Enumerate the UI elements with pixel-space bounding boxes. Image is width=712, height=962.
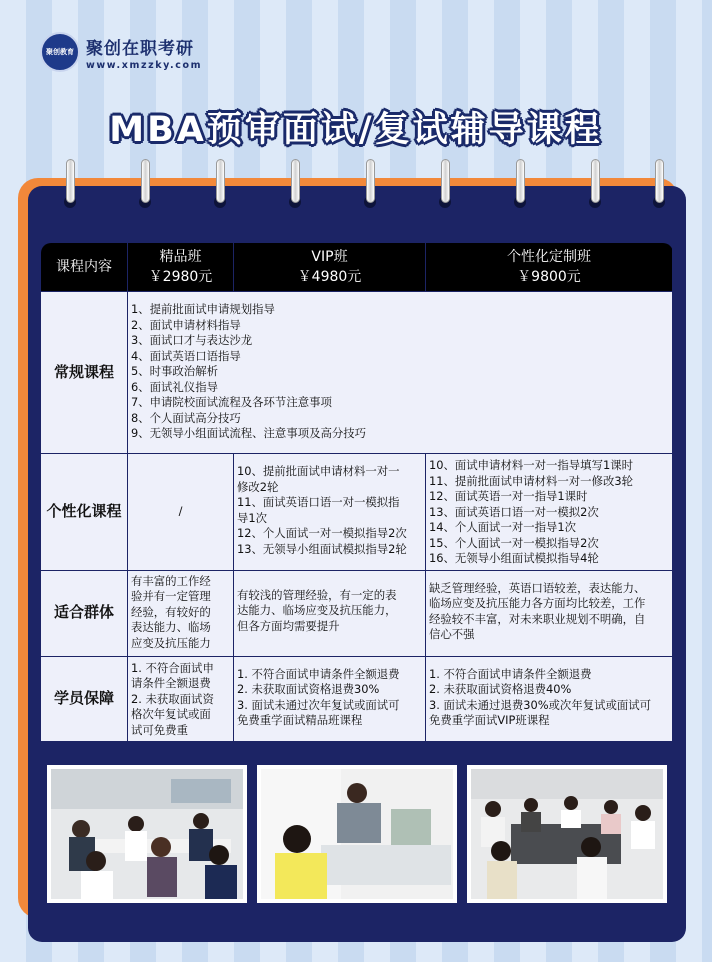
text-line: 2. 未获取面试资格退费40% [429, 682, 572, 696]
header-plan-premium [128, 243, 234, 292]
meeting-photo-icon [471, 769, 663, 899]
logo-emblem-icon [40, 32, 80, 72]
list-item: 16、无领导小组面试模拟指导4轮 [429, 551, 599, 565]
brand-logo [40, 32, 202, 72]
personal-vip-cell [234, 454, 426, 571]
list-item: 4、面试英语口语指导 [131, 348, 241, 363]
plan-name: VIP班 [311, 249, 348, 265]
text-line: 1. 不符合面试申请条件全额退费 [429, 666, 592, 681]
logo-mark: 聚创教育 [46, 48, 74, 56]
plan-price: ￥9800元 [517, 269, 581, 285]
text-line: 有丰富的工作经 [131, 573, 211, 588]
list-item: 13、无领导小组面试模拟指导2轮 [237, 541, 407, 556]
text-line: 经验较不丰富，对未来职业规划不明确，自 [429, 611, 646, 626]
list-item: 12、个人面试一对一模拟指导2次 [237, 526, 407, 540]
personal-custom-cell [426, 454, 673, 571]
text-line: 免费重学面试精品班课程 [237, 713, 363, 727]
text-line: 2. 未获取面试资格退费30% [237, 682, 380, 696]
text-line: 表达能力、临场 [131, 620, 211, 634]
regular-course-list [128, 292, 673, 454]
table-row-regular [41, 292, 673, 454]
binder-ring-icon [291, 159, 300, 203]
meeting-photo [467, 765, 667, 903]
text-line: 但各方面均需要提升 [237, 618, 340, 633]
binder-ring-icon [655, 159, 664, 203]
plan-price: ￥2980元 [148, 269, 213, 285]
text-line: 信心不强 [429, 627, 475, 641]
table-header-row [41, 243, 673, 292]
binder-ring-icon [366, 159, 375, 203]
classroom-photo [47, 765, 247, 903]
binder-ring-icon [216, 159, 225, 203]
text-line: 3. 面试未通过次年复试或面试可 [237, 697, 400, 712]
text-line: 格次年复试或面 [131, 707, 211, 721]
list-item: 8、个人面试高分技巧 [131, 410, 241, 425]
list-item: 导1次 [237, 510, 268, 525]
list-item: 14、个人面试一对一指导1次 [429, 520, 577, 534]
audience-vip-cell [234, 570, 426, 656]
text-line: 验并有一定管理 [131, 589, 211, 603]
list-item: 5、时事政治解析 [131, 364, 218, 378]
header-plan-custom [426, 243, 673, 292]
personal-premium-cell: / [128, 454, 234, 571]
binder-ring-icon [591, 159, 600, 203]
list-item: 10、面试申请材料一对一指导填写1课时 [429, 458, 633, 472]
row-label-regular: 常规课程 [41, 292, 128, 454]
text-line: 请条件全额退费 [131, 676, 211, 690]
list-item: 2、面试申请材料指导 [131, 317, 241, 332]
list-item: 修改2轮 [237, 479, 279, 494]
table-row-guarantee [41, 656, 673, 742]
text-line: 缺乏管理经验，英语口语较差，表达能力、 [429, 580, 646, 595]
binder-ring-icon [516, 159, 525, 203]
text-line: 2. 未获取面试资 [131, 691, 214, 706]
binder-ring-icon [441, 159, 450, 203]
header-course-content: 课程内容 [41, 243, 128, 292]
plan-name: 精品班 [159, 249, 202, 265]
list-item: 11、面试英语口语一对一模拟指 [237, 495, 400, 509]
row-label-audience: 适合群体 [41, 570, 128, 656]
text-line: 3. 面试未通过退费30%或次年复试或面试可 [429, 697, 652, 712]
text-line: 免费重学面试VIP班课程 [429, 713, 550, 727]
text-line: 达能力、临场应变及抗压能力， [237, 603, 397, 617]
course-table [40, 242, 673, 742]
row-label-personal: 个性化课程 [41, 454, 128, 571]
list-item: 9、无领导小组面试流程、注意事项及高分技巧 [131, 426, 367, 440]
brand-url: www.xmzzky.com [86, 59, 203, 71]
text-line: 临场应变及抗压能力各方面均比较差，工作 [429, 596, 646, 610]
row-label-guarantee: 学员保障 [41, 656, 128, 742]
page-title: MBA预审面试/复试辅导课程 [109, 110, 603, 150]
audience-premium-cell [128, 570, 234, 656]
binder-ring-icon [141, 159, 150, 203]
list-item: 6、面试礼仪指导 [131, 379, 218, 394]
text-line: 应变及抗压能力 [131, 635, 211, 650]
table-row-personal [41, 454, 673, 571]
list-item: 7、申请院校面试流程及各环节注意事项 [131, 395, 332, 409]
tutoring-photo-icon [261, 769, 453, 899]
text-line: 有较浅的管理经验，有一定的表 [237, 587, 397, 602]
classroom-photo-icon [51, 769, 243, 899]
audience-custom-cell [426, 570, 673, 656]
tutoring-photo [257, 765, 457, 903]
guarantee-premium-cell [128, 656, 234, 742]
text-line: 经验，有较好的 [131, 604, 211, 619]
list-item: 15、个人面试一对一模拟指导2次 [429, 535, 599, 550]
list-item: 11、提前批面试申请材料一对一修改3轮 [429, 473, 633, 488]
table-row-audience [41, 570, 673, 656]
text-line: 1. 不符合面试申请条件全额退费 [237, 666, 400, 681]
list-item: 10、提前批面试申请材料一对一 [237, 464, 400, 478]
header-plan-vip [234, 243, 426, 292]
brand-name: 聚创在职考研 [86, 38, 194, 59]
list-item: 3、面试口才与表达沙龙 [131, 333, 253, 347]
list-item: 12、面试英语一对一指导1课时 [429, 489, 588, 503]
guarantee-vip-cell [234, 656, 426, 742]
text-line: 试可免费重 [131, 722, 188, 737]
binder-ring-icon [66, 159, 75, 203]
plan-price: ￥4980元 [297, 269, 362, 285]
text-line: 1. 不符合面试申 [131, 660, 214, 675]
list-item: 1、提前批面试申请规划指导 [131, 302, 275, 316]
plan-name: 个性化定制班 [507, 249, 591, 265]
list-item: 13、面试英语口语一对一模拟2次 [429, 504, 599, 519]
guarantee-custom-cell [426, 656, 673, 742]
